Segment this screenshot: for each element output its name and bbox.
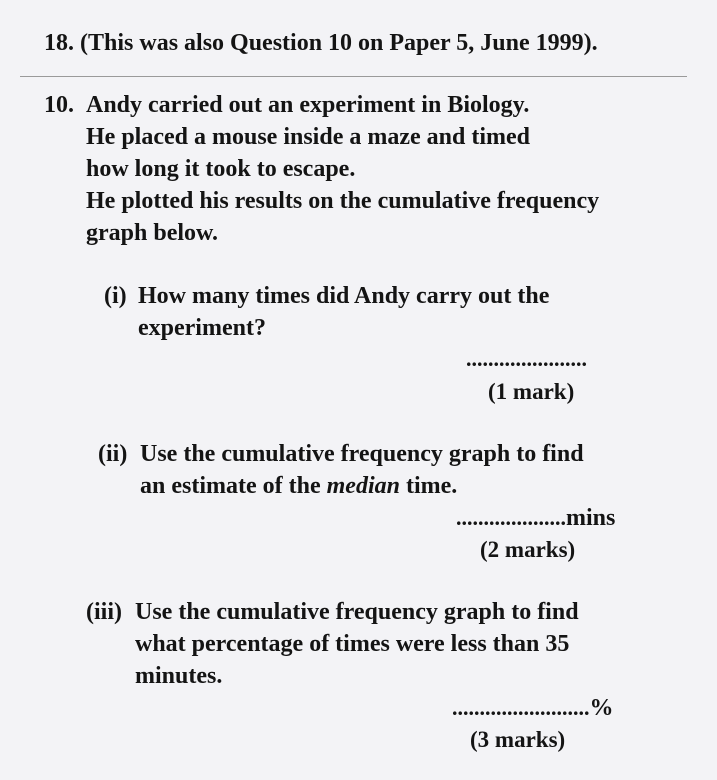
part-iii-text-line: minutes.: [135, 663, 223, 689]
part-iii-answer-blank[interactable]: .........................: [452, 695, 590, 720]
intro-line: He plotted his results on the cumulative frequency: [86, 188, 600, 214]
intro-line: He placed a mouse inside a maze and timed: [86, 124, 530, 150]
part-i-answer-blank[interactable]: ......................: [466, 346, 587, 371]
part-ii-text-after: time.: [399, 473, 458, 499]
question-header: 18. (This was also Question 10 on Paper 5, June 1999).: [44, 30, 598, 56]
part-ii-label: (ii): [98, 441, 128, 467]
part-iii-unit: %: [589, 695, 614, 721]
part-i-label: (i): [104, 283, 127, 309]
part-iii-answer: [452, 695, 614, 722]
intro-line: how long it took to escape.: [86, 156, 356, 182]
part-ii-answer: [456, 505, 615, 532]
part-iii-marks: (3 marks): [470, 727, 566, 752]
median-emphasis: median: [326, 473, 400, 499]
part-i-marks: (1 mark): [488, 379, 575, 404]
header-divider: [20, 76, 687, 77]
part-ii-marks: (2 marks): [480, 537, 576, 562]
part-ii-text-before: an estimate of the: [140, 473, 327, 499]
part-ii-unit: mins: [566, 505, 616, 531]
part-iii-text-line: what percentage of times were less than 35: [135, 631, 570, 657]
part-iii-text-line: Use the cumulative frequency graph to find: [135, 599, 579, 625]
part-ii-answer-blank[interactable]: ....................: [456, 505, 566, 530]
part-ii-text-line: Use the cumulative frequency graph to find: [140, 441, 584, 467]
part-ii-text-line2: [140, 473, 457, 500]
part-i-text-line: How many times did Andy carry out the: [138, 283, 550, 309]
part-iii-label: (iii): [86, 599, 122, 625]
intro-line: graph below.: [86, 220, 219, 246]
part-i-text-line: experiment?: [138, 315, 266, 341]
intro-line: Andy carried out an experiment in Biology.: [86, 92, 530, 118]
question-number: 10.: [44, 92, 74, 118]
